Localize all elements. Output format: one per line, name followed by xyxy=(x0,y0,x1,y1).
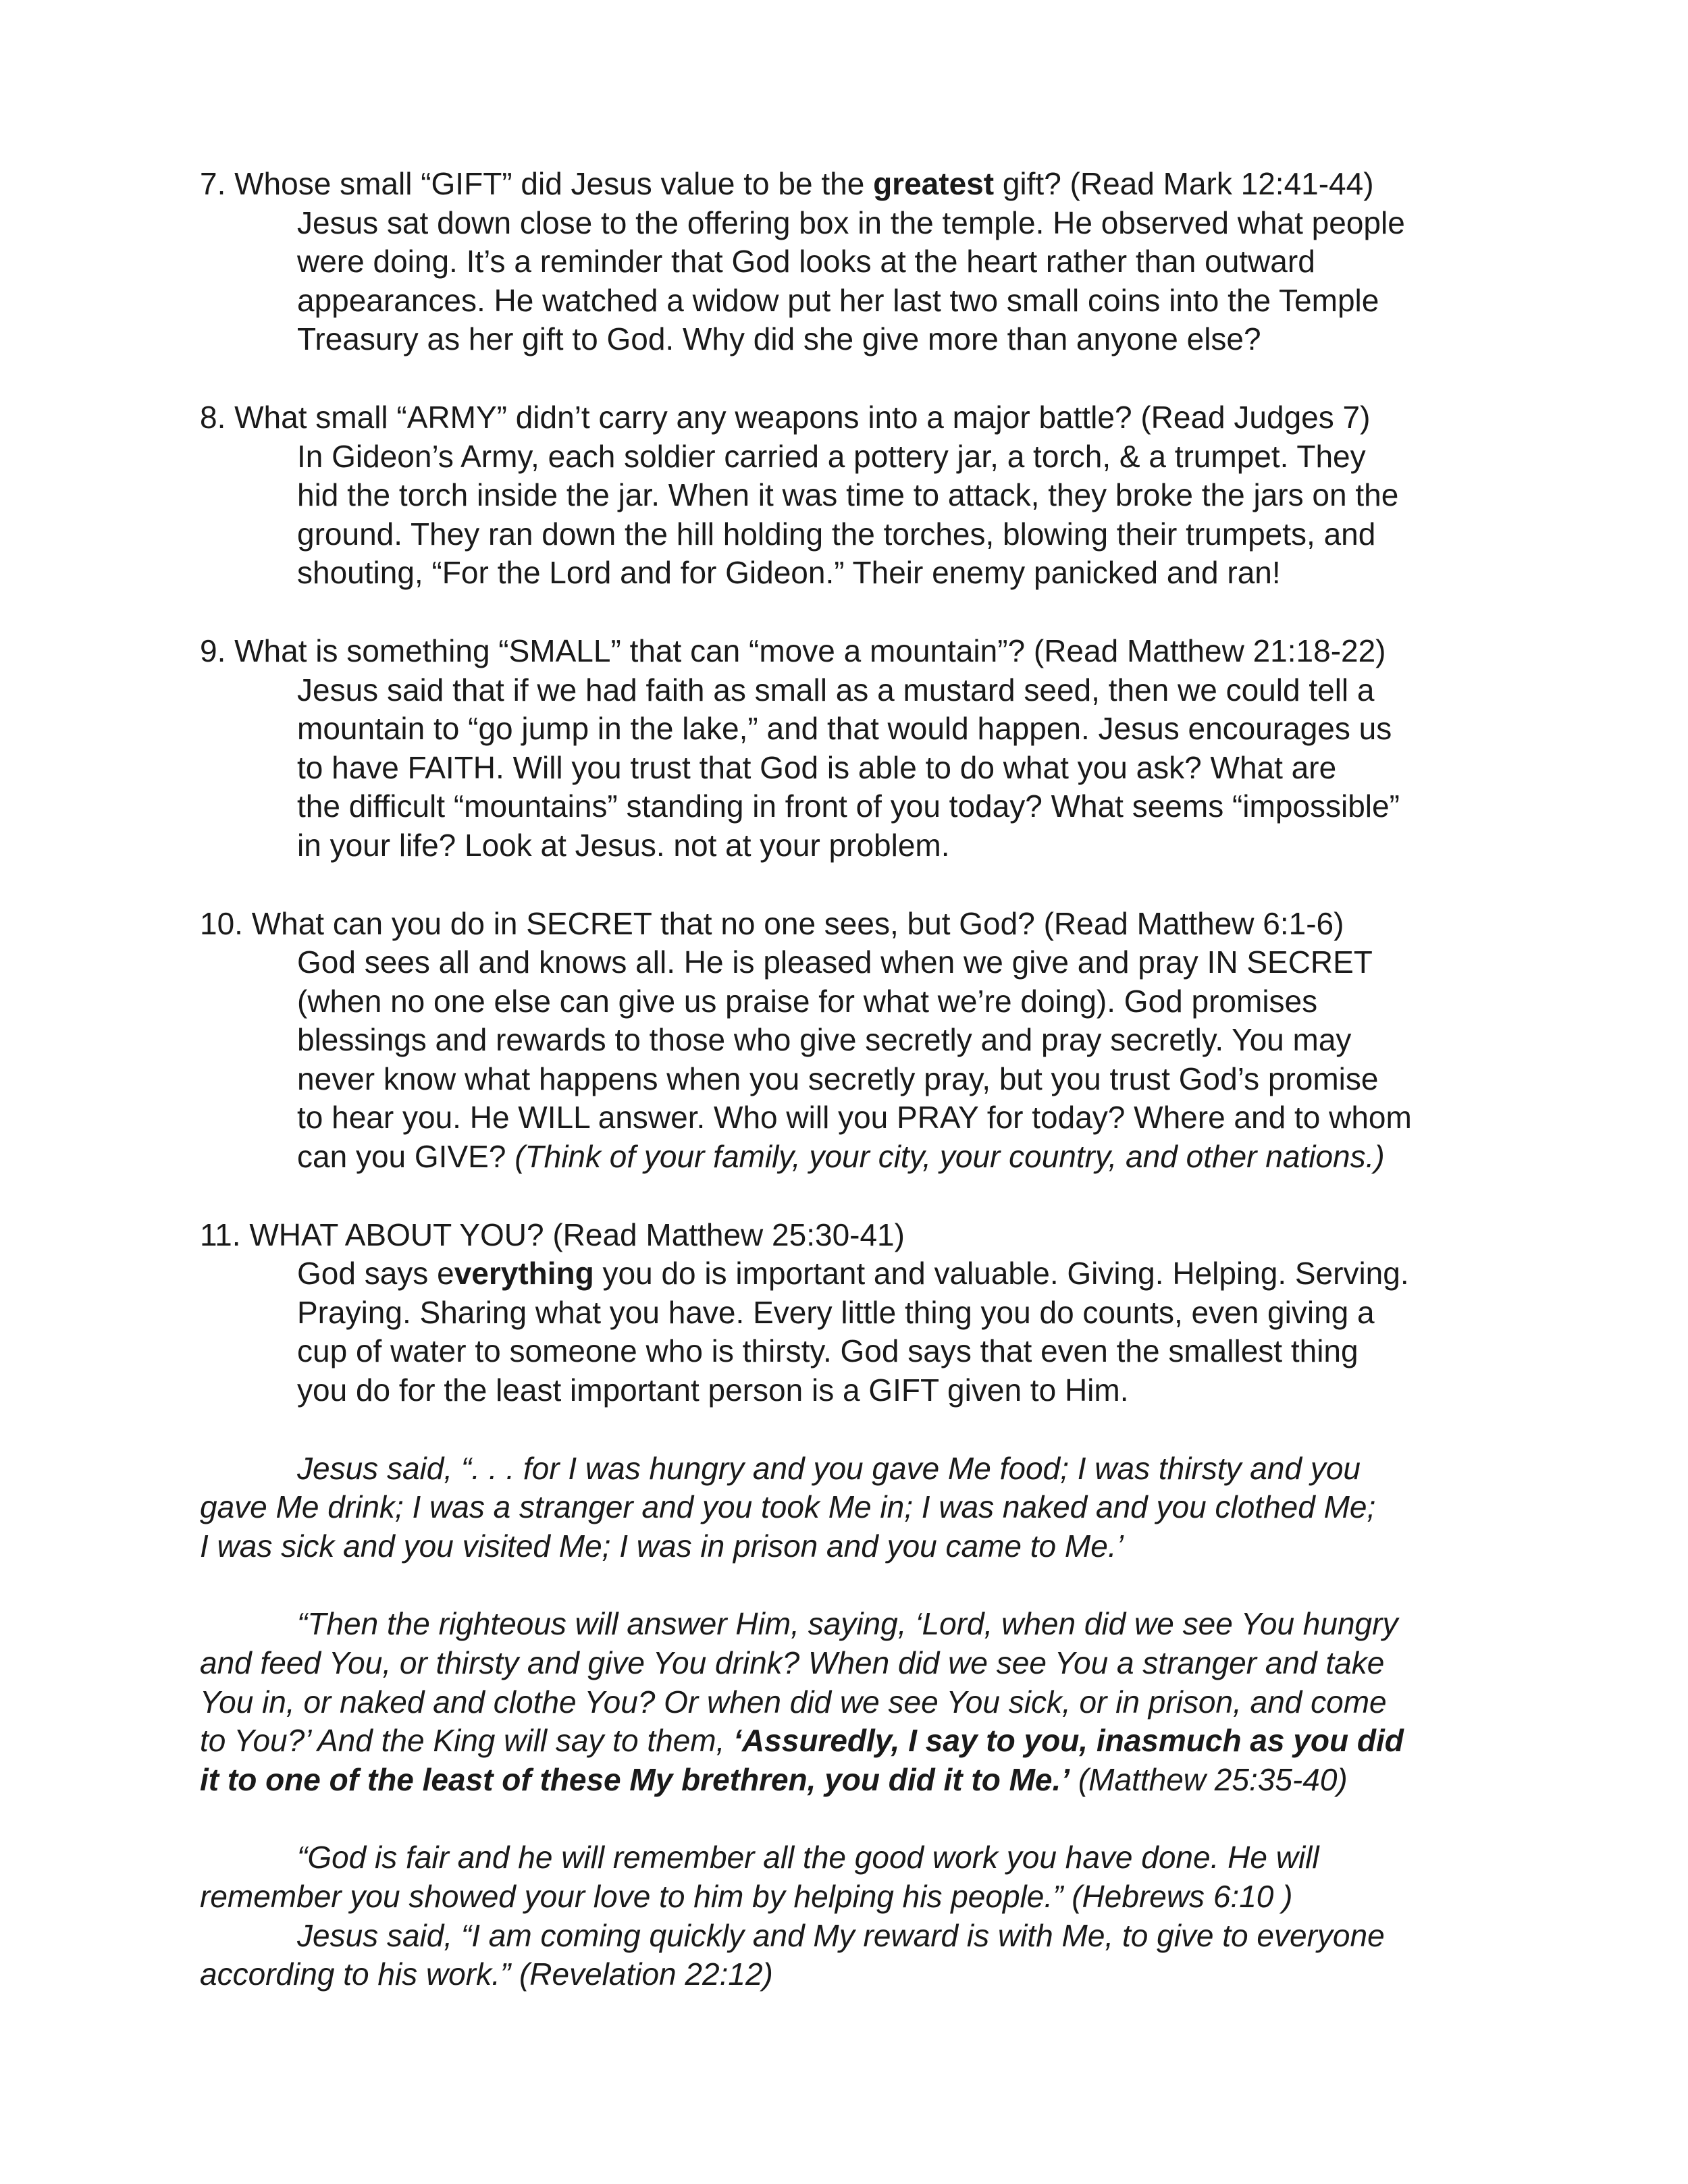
spacer xyxy=(200,1177,1523,1216)
body-line-text: you do is important and valuable. Giving. Helping. Serving. xyxy=(594,1256,1409,1291)
quote-text: “God is fair and he will remember all the good work you have done. He will xyxy=(297,1840,1319,1875)
document-page xyxy=(200,165,1523,1994)
body-line xyxy=(297,1254,1523,1294)
question-8 xyxy=(200,398,1523,593)
question-9-body xyxy=(297,671,1523,865)
body-line: shouting, “For the Lord and for Gideon.” Their enemy panicked and ran! xyxy=(297,555,1281,591)
body-line: in your life? Look at Jesus. not at your problem. xyxy=(297,827,950,863)
body-line: the difficult “mountains” standing in front of you today? What seems “impossible” xyxy=(297,789,1400,824)
body-line: hid the torch inside the jar. When it was time to attack, they broke the jars on the xyxy=(297,477,1399,513)
question-7-title xyxy=(200,165,1523,204)
quote-line xyxy=(200,1761,1523,1800)
question-10-body xyxy=(297,943,1523,1177)
body-line: In Gideon’s Army, each soldier carried a pottery jar, a torch, & a trumpet. They xyxy=(297,438,1366,474)
quote-line: I was sick and you visited Me; I was in prison and you came to Me.’ xyxy=(200,1528,1124,1564)
question-7-title-text: 7. Whose small “GIFT” did Jesus value to be the xyxy=(200,166,874,201)
question-10-title: 10. What can you do in SECRET that no one sees, but God? (Read Matthew 6:1-6) xyxy=(200,905,1344,941)
spacer xyxy=(200,1799,1523,1838)
question-9-title: 9. What is something “SMALL” that can “move a mountain”? (Read Matthew 21:18-22) xyxy=(200,633,1386,668)
quote-bold: ‘Assuredly, I say to you, inasmuch as you did xyxy=(733,1723,1404,1759)
body-line-bold: verything xyxy=(454,1256,594,1291)
question-11 xyxy=(200,1216,1523,1410)
question-7-title-reference: gift? (Read Mark 12:41-44) xyxy=(994,166,1374,201)
spacer xyxy=(200,359,1523,398)
body-line: appearances. He watched a widow put her last two small coins into the Temple xyxy=(297,282,1379,318)
scripture-quote-2 xyxy=(200,1605,1523,1799)
question-7 xyxy=(200,165,1523,359)
spacer xyxy=(200,1410,1523,1449)
body-line-italic: (Think of your family, your city, your country, and other nations.) xyxy=(515,1139,1385,1175)
body-line: were doing. It’s a reminder that God looks at the heart rather than outward xyxy=(297,244,1315,279)
body-line: never know what happens when you secretly pray, but you trust God’s promise xyxy=(297,1061,1379,1096)
body-line: blessings and rewards to those who give secretly and pray secretly. You may xyxy=(297,1022,1352,1058)
body-line: Praying. Sharing what you have. Every little thing you do counts, even giving a xyxy=(297,1294,1375,1330)
quote-line xyxy=(200,1605,1523,1644)
body-line: mountain to “go jump in the lake,” and that would happen. Jesus encourages us xyxy=(297,711,1392,747)
body-line xyxy=(297,1138,1523,1177)
body-line: cup of water to someone who is thirsty. God says that even the smallest thing xyxy=(297,1333,1359,1369)
scripture-quote-1 xyxy=(200,1449,1523,1566)
scripture-quote-3 xyxy=(200,1838,1523,1916)
quote-bold: it to one of the least of these My brethren, you did it to Me.’ xyxy=(200,1761,1070,1797)
quote-line: gave Me drink; I was a stranger and you took Me in; I was naked and you clothed Me; xyxy=(200,1489,1376,1525)
question-7-body xyxy=(297,204,1523,359)
quote-text: to You?’ And the King will say to them, xyxy=(200,1723,734,1759)
body-line-text: can you GIVE? xyxy=(297,1139,515,1175)
question-11-body xyxy=(297,1254,1523,1410)
body-line: to have FAITH. Will you trust that God is able to do what you ask? What are xyxy=(297,749,1337,785)
question-8-title: 8. What small “ARMY” didn’t carry any weapons into a major battle? (Read Judges 7) xyxy=(200,399,1371,435)
body-line: Jesus sat down close to the offering box in the temple. He observed what people xyxy=(297,205,1405,240)
quote-text: “Then the righteous will answer Him, saying, ‘Lord, when did we see You hungry xyxy=(297,1606,1398,1642)
spacer xyxy=(200,865,1523,905)
quote-line: and feed You, or thirsty and give You drink? When did we see You a stranger and take xyxy=(200,1645,1385,1680)
quote-text: Jesus said, “. . . for I was hungry and you gave Me food; I was thirsty and you xyxy=(297,1450,1361,1486)
question-8-body xyxy=(297,437,1523,593)
body-line: ground. They ran down the hill holding the torches, blowing their trumpets, and xyxy=(297,516,1376,552)
quote-line: according to his work.” (Revelation 22:12) xyxy=(200,1956,773,1992)
quote-text: Jesus said, “I am coming quickly and My reward is with Me, to give to everyone xyxy=(297,1917,1385,1953)
body-line-text: God says e xyxy=(297,1256,454,1291)
question-9 xyxy=(200,632,1523,865)
quote-line xyxy=(200,1449,1523,1489)
spacer xyxy=(200,1566,1523,1605)
quote-line: remember you showed your love to him by helping his people.” (Hebrews 6:10 ) xyxy=(200,1878,1293,1914)
quote-line xyxy=(200,1917,1523,1956)
scripture-quote-4 xyxy=(200,1917,1523,1994)
question-7-title-bold: greatest xyxy=(873,166,995,201)
quote-line xyxy=(200,1838,1523,1877)
body-line: Treasury as her gift to God. Why did she give more than anyone else? xyxy=(297,321,1261,357)
spacer xyxy=(200,593,1523,632)
body-line: God sees all and knows all. He is pleased when we give and pray IN SECRET xyxy=(297,944,1373,980)
quote-line xyxy=(200,1722,1523,1761)
body-line: Jesus said that if we had faith as small as a mustard seed, then we could tell a xyxy=(297,672,1375,708)
body-line: you do for the least important person is a GIFT given to Him. xyxy=(297,1373,1129,1408)
question-10 xyxy=(200,905,1523,1177)
quote-reference: (Matthew 25:35-40) xyxy=(1070,1761,1348,1797)
quote-line: You in, or naked and clothe You? Or when did we see You sick, or in prison, and come xyxy=(200,1684,1387,1720)
body-line: (when no one else can give us praise for what we’re doing). God promises xyxy=(297,983,1318,1019)
question-11-title: 11. WHAT ABOUT YOU? (Read Matthew 25:30-41) xyxy=(200,1217,905,1252)
body-line: to hear you. He WILL answer. Who will you PRAY for today? Where and to whom xyxy=(297,1100,1412,1136)
